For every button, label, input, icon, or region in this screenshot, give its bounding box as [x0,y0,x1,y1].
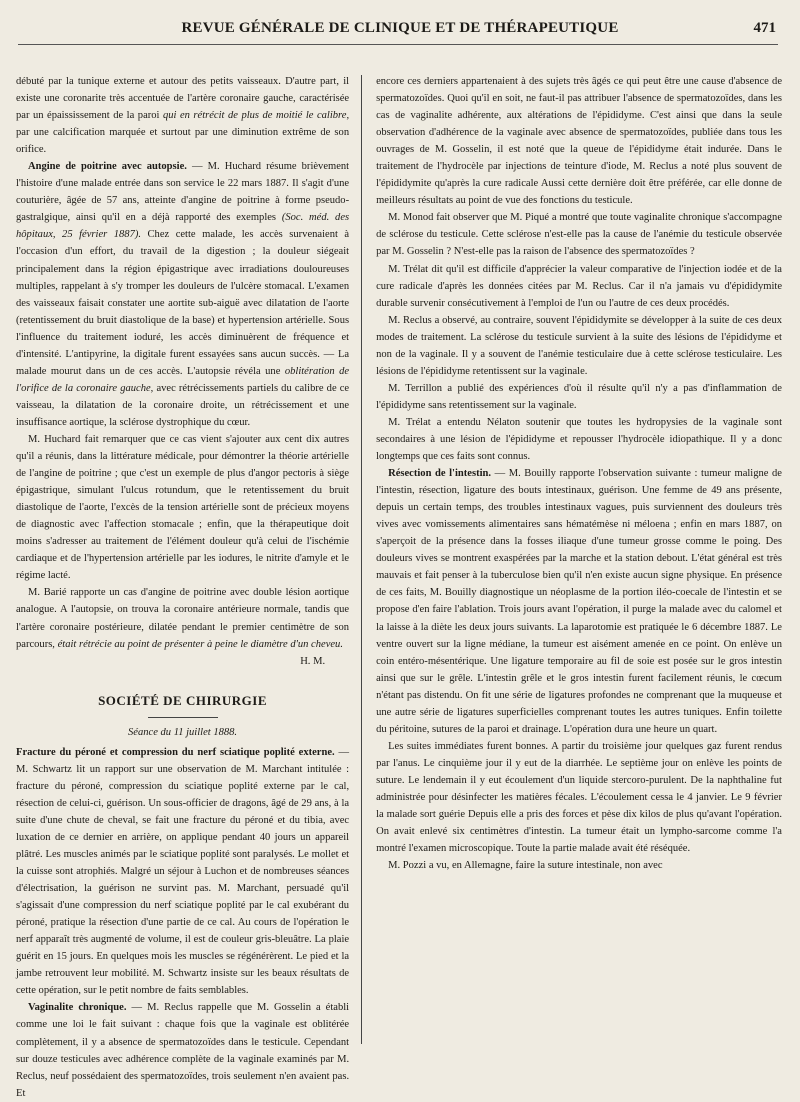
paragraph: M. Pozzi a vu, en Allemagne, faire la suture intestinale, non avec [388,860,663,872]
text-run: M. Barié rapporte un cas d'angine de poitrine avec double lésion aortique analogue. A l'autopsie, on trouva la coronaire antérieure normale, tandis que l'artère coronaire postérieure, dilatée pendant le premier centimètre de son parcours, [16,587,350,650]
left-column [16,73,361,1099]
paragraph [376,465,782,738]
paragraph: M. Terrillon a publié des expériences d'où il résulte qu'il n'y a pas d'inflammation de l'épididyme sans retentissement sur la vaginale. [376,382,782,411]
rubric-heading: Vaginalite chronique. [28,1002,127,1014]
text-run: — M. Schwartz lit un rapport sur une observation de M. Marchant intitulée : fracture du péroné, compression du sciatique poplité externe par le cal, résection de celui-ci, guérison. Un sous-officier de dragons, âgé de 29 ans, à la suite d'une chute de cheval, se fait une fracture du péroné et du tibia, avec luxation de ce dernier en arrière, on applique pendant 40 jours un appareil plâtré. Les muscles animés par le sciatique poplité sont paralysés. Le mollet et la cuisse sont atrophiés. Malgré un séjour à Luchon et de nombreuses séances d'électrisation, la guérison ne survint pas. M. Marchant, persuadé qu'il s'agissait d'une compression du nerf sciatique poplité par le cal exubérant du péroné, pratique la résection d'une partie de ce cal. Au cours de l'opération le nerf apparaît très augmenté de volume, il est de couleur gris-bleuâtre. La plaie guérit en 15 jours. En quelques mois les muscles se régénérèrent. Le pied et la jambe retrouvent leur mobilité. M. Schwartz insiste sur les beaux résultats de cette opération, sur le petit nombre de faits semblables. [16,746,350,997]
paragraph: M. Monod fait observer que M. Piqué a montré que toute vaginalite chronique s'accompagne de sclérose du testicule. Cette sclérose n'est-elle pas la cause de l'anémie du testicule observée par M. Gosselin ? N'est-elle pas la raison de l'absence des spermatozoïdes ? [376,212,782,258]
paragraph [16,158,349,431]
italic-run: qui en rétrécit de plus de moitié le calibre, [162,110,350,122]
italic-run: était rétrécie au point de présenter à peine le diamètre d'un cheveu. [57,638,343,650]
paragraph: M. Huchard fait remarquer que ce cas vient s'ajouter aux cent dix autres qu'il a réunis, dans la littérature médicale, pour démontrer la théorie artérielle de l'angine de poitrine ; que c'est un exemple de plus d'angor pectoris à siège épigastrique, simulant l'ulcus rotundum, que le retentissement du bruit diastolique de l'aorte, l'excès de la tension artérielle sont de précieux moyens de diagnostic avec l'affection stomacale ; enfin, que la thérapeutique doit moins s'adresser au traitement de l'élément douleur qu'à celui de l'ischémie cardiaque et de l'hypertension artérielle par les iodures, le nitrite d'amyle et le régime lacté. [16,433,350,582]
section-title: SOCIÉTÉ DE CHIRURGIE [98,692,268,708]
paragraph: M. Trélat dit qu'il est difficile d'apprécier la valeur comparative de l'injection iodée et de la cure radicale d'après les données citées par M. Reclus. Car il n'a jamais vu d'épididymite durable survenir consécutivement à l'emploi de l'un ou l'autre de ces deux procédés. [376,263,782,309]
signature: H. M. [300,655,326,667]
paragraph [16,584,349,652]
section-rule [148,717,218,718]
running-header [14,20,776,54]
paragraph: M. Trélat a entendu Nélaton soutenir que toutes les hydropysies de la vaginale sont secondaires à une lésion de l'épididyme et repousser l'hydrocèle idiopathique. Il y a donc longtemps que ces faits sont connus. [376,416,782,463]
paragraph [16,999,349,1101]
paragraph [16,744,349,1000]
paragraph: encore ces derniers appartenaient à des sujets très âgés ce qui peut être une cause d'absence de spermatozoïdes. Quoi qu'il en soit, ne faut-il pas attribuer l'absence de spermatozoïdes, dans les cas de vaginalite adhérente, aux altérations de l'épididyme. C'est ainsi que dans la seule observation d'adhérence de la vaginale avec absence de spermatozoïdes, publiée dans tous les ouvrages de M. Gosselin, il est noté que la queue de l'épididyme était indurée. Dans le traitement de l'hydrocèle par injections de teinture d'iode, M. Reclus a noté plus souvent de l'épididymite qu'après la cure radicale Aussi cette dernière doit être préférée, car elle donne de meilleurs résultats au point de vue des fonctions du testicule. [376,76,782,207]
signature-line [16,653,349,670]
italic-run: (Soc. méd. des hôpitaux, 25 février 1887). [16,212,350,241]
paragraph [16,73,349,158]
text-run: avec rétrécissements partiels du calibre de ce vaisseau, la dilatation de la coronaire droite, un rétrécissement et une insuffisance aortique, la sclérose dystrophique du cœur. [16,382,350,428]
page-number: 471 [753,20,776,36]
text-run: par une calcification marquée et surtout par une diminution extrême de son orifice. [16,127,350,156]
rubric-heading: Résection de l'intestin. [388,468,492,480]
text-run: — M. Bouilly rapporte l'observation suivante : tumeur maligne de l'intestin, résection, ligature des bouts intestinaux, guérison. Une femme de 49 ans présente, depuis un certain temps, des troubles intestinaux vagues, puis surviennent des douleurs très vives avec vomissements alimentaires sans hématémèse ni méloena ; enfin en mars 1887, on s'aperçoit de la présence dans la fosses iliaque d'une tumeur grosse comme le poing. Des douleurs vives se montrent exaspérées par la marche et la station debout. L'état général est très mauvais et fait penser à la tuberculose bien qu'il n'en existe aucun signe physique. En présence de ces faits, M. Bouilly diagnostique un néoplasme de la portion iléo-coecale de l'intestin et se propose d'en faire l'ablation. Trois jours avant l'opération, il purge la malade avec du calomel et la laisse à la diète les deux jours suivants. La laparotomie est pratiquée le 6 décembre 1887. Le ventre ouvert sur la ligne médiane, la tumeur est aisément amenée en ce point. On enlève un coin entéro-mésentérique. Une ligature temporaire au fil de soie est posée sur le gros intestin ainsi que sur le grêle. L'intestin grêle et le gros intestin furent facilement réunis, le cœcum n'étant pas distendu. On fit une série de ligatures profondes ne comprenant que la muqueuse et une autre série de ligatures superficielles comprenant toutes les autres tuniques. Enfin toilette du péritoine, sutures de la paroi et drainage. L'opération dura une heure un quart. [376,468,782,735]
text-run: Chez cette malade, les accès survenaient à l'occasion d'un effort, du travail de la digestion ; la douleur siégeait principalement dans la région épigastrique avec irradiations douloureuses multiples, rappelant à s'y tromper les douleurs de l'ulcère stomacal. L'examen des vaisseaux faisait constater une aortite sub-aiguë avec dilatation de l'aorte (retentissement du bruit diastolique de la base) et hypertension artérielle. Sous l'influence du traitement ioduré, les accès diminuèrent de fréquence et d'intensité. L'antipyrine, la digitale furent essayées sans aucun succès. — La malade mourut dans un de ces accès. L'autopsie révéla une [16,229,350,377]
text-run: débuté par la tunique externe et autour des petits vaisseaux. D'autre part, il existe une coronarite très accentuée de l'artère coronaire gauche, caractérisée par un épaississement de la paroi [16,76,350,122]
header-rule [18,44,778,45]
text-run: — M. Reclus rappelle que M. Gosselin a établi comme une loi le fait suivant : chaque fois que la vaginale est oblitérée complètement, il y a absence de spermatozoïdes dans le testicule. Cependant sur douze testicules avec adhérence complète de la vaginale examinés par M. Reclus, neuf possédaient des spermatozoïdes, trois seulement n'en avaient pas. Et [16,1002,350,1099]
paragraph: M. Reclus a observé, au contraire, souvent l'épididymite se développer à la suite de ces deux modes de traitement. La sclérose du testicule survient à la suite des lésions de l'épididyme et non de la vaginale. Il y a souvent de l'anémie testiculaire due à cette sclérose testiculaire. Les lésions de l'épididyme retentissent sur la vaginale. [376,314,782,377]
session-date: Séance du 11 juillet 1888. [128,726,238,738]
two-column-body [16,73,782,1099]
paragraph: Les suites immédiates furent bonnes. A partir du troisième jour quelques gaz furent rendus par l'anus. Le cinquième jour il y eut de la diarrhée. Le septième jour on enlève les points de suture. Le lendemain il y eut écoulement d'un liquide stercoro-purulent. De la naphthaline fut administrée pour désinfecter les matières fécales. L'écoulement cessa le 4 janvier. Le 9 février la malade sort guérie Depuis elle a pris des forces et pèse dix kilos de plus qu'avant l'opération. On avait enlevé six centimètres d'intestin. La tumeur était un lympho-sarcome comme l'a montré l'examen microscopique. Toute la partie malade avait été réséquée. [376,740,782,855]
right-column [362,73,782,1050]
journal-title: REVUE GÉNÉRALE DE CLINIQUE ET DE THÉRAPEUTIQUE [181,20,619,36]
italic-run: oblitération de l'orifice de la coronaire gauche, [16,365,350,394]
rubric-heading: Fracture du péroné et compression du nerf sciatique poplité externe. [16,746,335,758]
rubric-heading: Angine de poitrine avec autopsie. [28,161,187,173]
text-run: — M. Huchard résume brièvement l'histoire d'une malade entrée dans son service le 22 mars 1887. Il s'agit d'une couturière, âgée de 57 ans, atteinte d'angine de poitrine à forme pseudo-gastralgique, ainsi qu'il en a déjà rapporté des exemples [16,161,350,224]
